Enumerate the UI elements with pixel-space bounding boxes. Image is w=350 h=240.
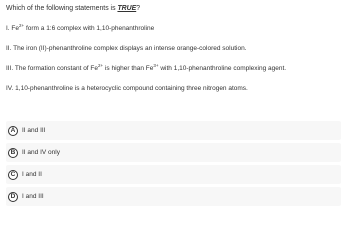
question-prompt [6, 4, 346, 14]
superscript-charge: 2+ [19, 22, 25, 28]
statement-text: II. The iron (II)-phenanthroline complex displays an intense orange-colored solution. [6, 45, 247, 52]
option-label: II and IV only [22, 149, 60, 156]
statement-text: I. Fe [6, 25, 20, 32]
statement-i [6, 24, 154, 33]
option-label: I and III [22, 193, 44, 200]
option-a[interactable] [6, 121, 341, 140]
question-block [6, 4, 346, 92]
statement-iv [6, 84, 248, 93]
option-c[interactable] [6, 165, 341, 184]
option-d[interactable] [6, 187, 341, 206]
statement-text: is higher than Fe [103, 65, 154, 72]
statement-text: III. The formation constant of Fe [6, 65, 99, 72]
prompt-emphasis: TRUE [117, 5, 137, 12]
statement-text: IV. 1,10-phenanthroline is a heterocyclic compound containing three nitrogen atoms. [6, 85, 248, 92]
option-label: II and III [22, 127, 46, 134]
prompt-text-before: Which of the following statements is [6, 5, 118, 12]
statement-text: with 1,10-phenanthroline complexing agent. [158, 65, 287, 72]
prompt-text-after: ? [136, 5, 141, 12]
option-letter-badge: D [8, 192, 18, 202]
superscript-charge: 2+ [98, 62, 104, 68]
superscript-charge: 3+ [153, 62, 159, 68]
statement-ii [6, 44, 247, 53]
option-letter-badge: C [8, 170, 18, 180]
option-letter-badge: B [8, 148, 18, 158]
statement-text: form a 1:6 complex with 1,10-phenanthroline [24, 25, 155, 32]
statement-iii [6, 64, 286, 73]
option-b[interactable] [6, 143, 341, 162]
option-label: I and II [22, 171, 42, 178]
option-letter-badge: A [8, 126, 18, 136]
